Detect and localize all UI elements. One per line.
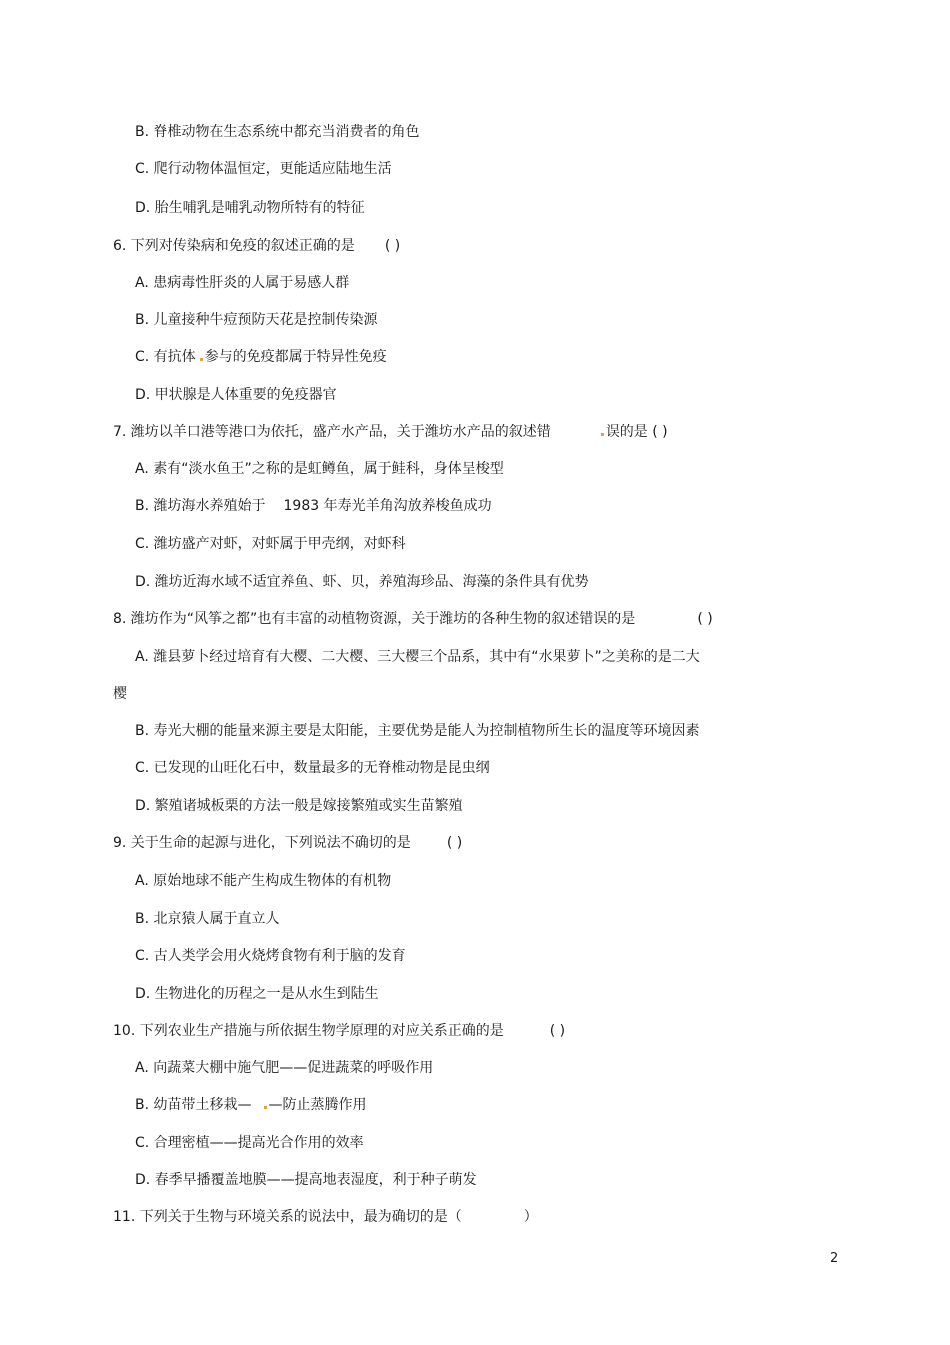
question-9 [113, 833, 462, 853]
q7-option-b-part1: B. 潍坊海水养殖始于 [135, 498, 266, 514]
q7-option-b-part2: 1983 年寿光羊角沟放养梭鱼成功 [283, 498, 492, 514]
question-11 [113, 1207, 538, 1227]
question-6-text: 6. 下列对传染病和免疫的叙述正确的是 [113, 238, 355, 254]
q10-option-b [135, 1095, 367, 1115]
question-6-paren: ( ) [384, 238, 401, 254]
q7-option-c: C. 潍坊盛产对虾，对虾属于甲壳纲，对虾科 [135, 536, 406, 552]
q9-option-a: A. 原始地球不能产生构成生物体的有机物 [135, 873, 392, 889]
q8-option-d: D. 繁殖诸城板栗的方法一般是嫁接繁殖或实生苗繁殖 [135, 798, 463, 814]
q8-option-a-wrap: 樱 [113, 686, 127, 702]
q6-option-b: B. 儿童接种牛痘预防天花是控制传染源 [135, 312, 378, 328]
scan-mark [264, 1106, 267, 1109]
question-7-text-end: 误的是 ( ) [605, 424, 668, 440]
question-7-text: 7. 潍坊以羊口港等港口为依托，盛产水产品，关于潍坊水产品的叙述错 [113, 424, 551, 440]
question-8-paren: ( ) [697, 611, 713, 627]
q8-option-b: B. 寿光大棚的能量来源主要是太阳能，主要优势是能人为控制植物所生长的温度等环境因素 [135, 723, 700, 739]
q6-option-c-part2: 参与的免疫都属于特异性免疫 [204, 349, 387, 365]
q6-option-c [135, 347, 387, 367]
q7-option-a: A. 素有“淡水鱼王”之称的是虹鳟鱼，属于鲑科，身体呈梭型 [135, 461, 504, 477]
question-11-text: 11. 下列关于生物与环境关系的说法中，最为确切的是（ [113, 1209, 462, 1225]
question-11-paren: ） [523, 1209, 538, 1225]
q9-option-d: D. 生物进化的历程之一是从水生到陆生 [135, 986, 379, 1002]
q10-option-a: A. 向蔬菜大棚中施气肥——促进蔬菜的呼吸作用 [135, 1060, 434, 1076]
q6-option-a: A. 患病毒性肝炎的人属于易感人群 [135, 275, 350, 291]
question-9-paren: ( ) [446, 835, 463, 851]
q5-option-b: B. 脊椎动物在生态系统中都充当消费者的角色 [135, 124, 420, 140]
page-number: 2 [830, 1251, 839, 1266]
scan-mark [200, 358, 203, 361]
q5-option-c: C. 爬行动物体温恒定，更能适应陆地生活 [135, 161, 392, 177]
scan-mark [601, 433, 604, 436]
question-7 [113, 422, 668, 442]
q5-option-d: D. 胎生哺乳是哺乳动物所特有的特征 [135, 200, 365, 216]
q10-option-b-part1: B. 幼苗带土移栽— [135, 1097, 252, 1113]
q7-option-b [135, 496, 492, 516]
question-6 [113, 236, 400, 256]
q7-option-d: D. 潍坊近海水域不适宜养鱼、虾、贝，养殖海珍品、海藻的条件具有优势 [135, 574, 589, 590]
q6-option-c-part1: C. 有抗体 [135, 349, 196, 365]
q8-option-c: C. 已发现的山旺化石中，数量最多的无脊椎动物是昆虫纲 [135, 760, 490, 776]
question-9-text: 9. 关于生命的起源与进化，下列说法不确切的是 [113, 835, 411, 851]
q9-option-c: C. 古人类学会用火烧烤食物有利于脑的发育 [135, 948, 406, 964]
q6-option-d: D. 甲状腺是人体重要的免疫器官 [135, 387, 337, 403]
q9-option-b: B. 北京猿人属于直立人 [135, 911, 280, 927]
q10-option-d: D. 春季早播覆盖地膜——提高地表湿度，利于种子萌发 [135, 1172, 477, 1188]
q8-option-a: A. 潍县萝卜经过培育有大樱、二大樱、三大樱三个品系，其中有“水果萝卜”之美称的是二大 [135, 649, 700, 665]
question-10-paren: ( ) [549, 1023, 566, 1039]
question-8-text: 8. 潍坊作为“风筝之都”也有丰富的动植物资源，关于潍坊的各种生物的叙述错误的是 [113, 611, 636, 627]
q10-option-c: C. 合理密植——提高光合作用的效率 [135, 1135, 364, 1151]
question-10-text: 10. 下列农业生产措施与所依据生物学原理的对应关系正确的是 [113, 1023, 504, 1039]
question-10 [113, 1021, 565, 1041]
question-8 [113, 609, 713, 629]
q10-option-b-part2: —防止蒸腾作用 [268, 1097, 367, 1113]
